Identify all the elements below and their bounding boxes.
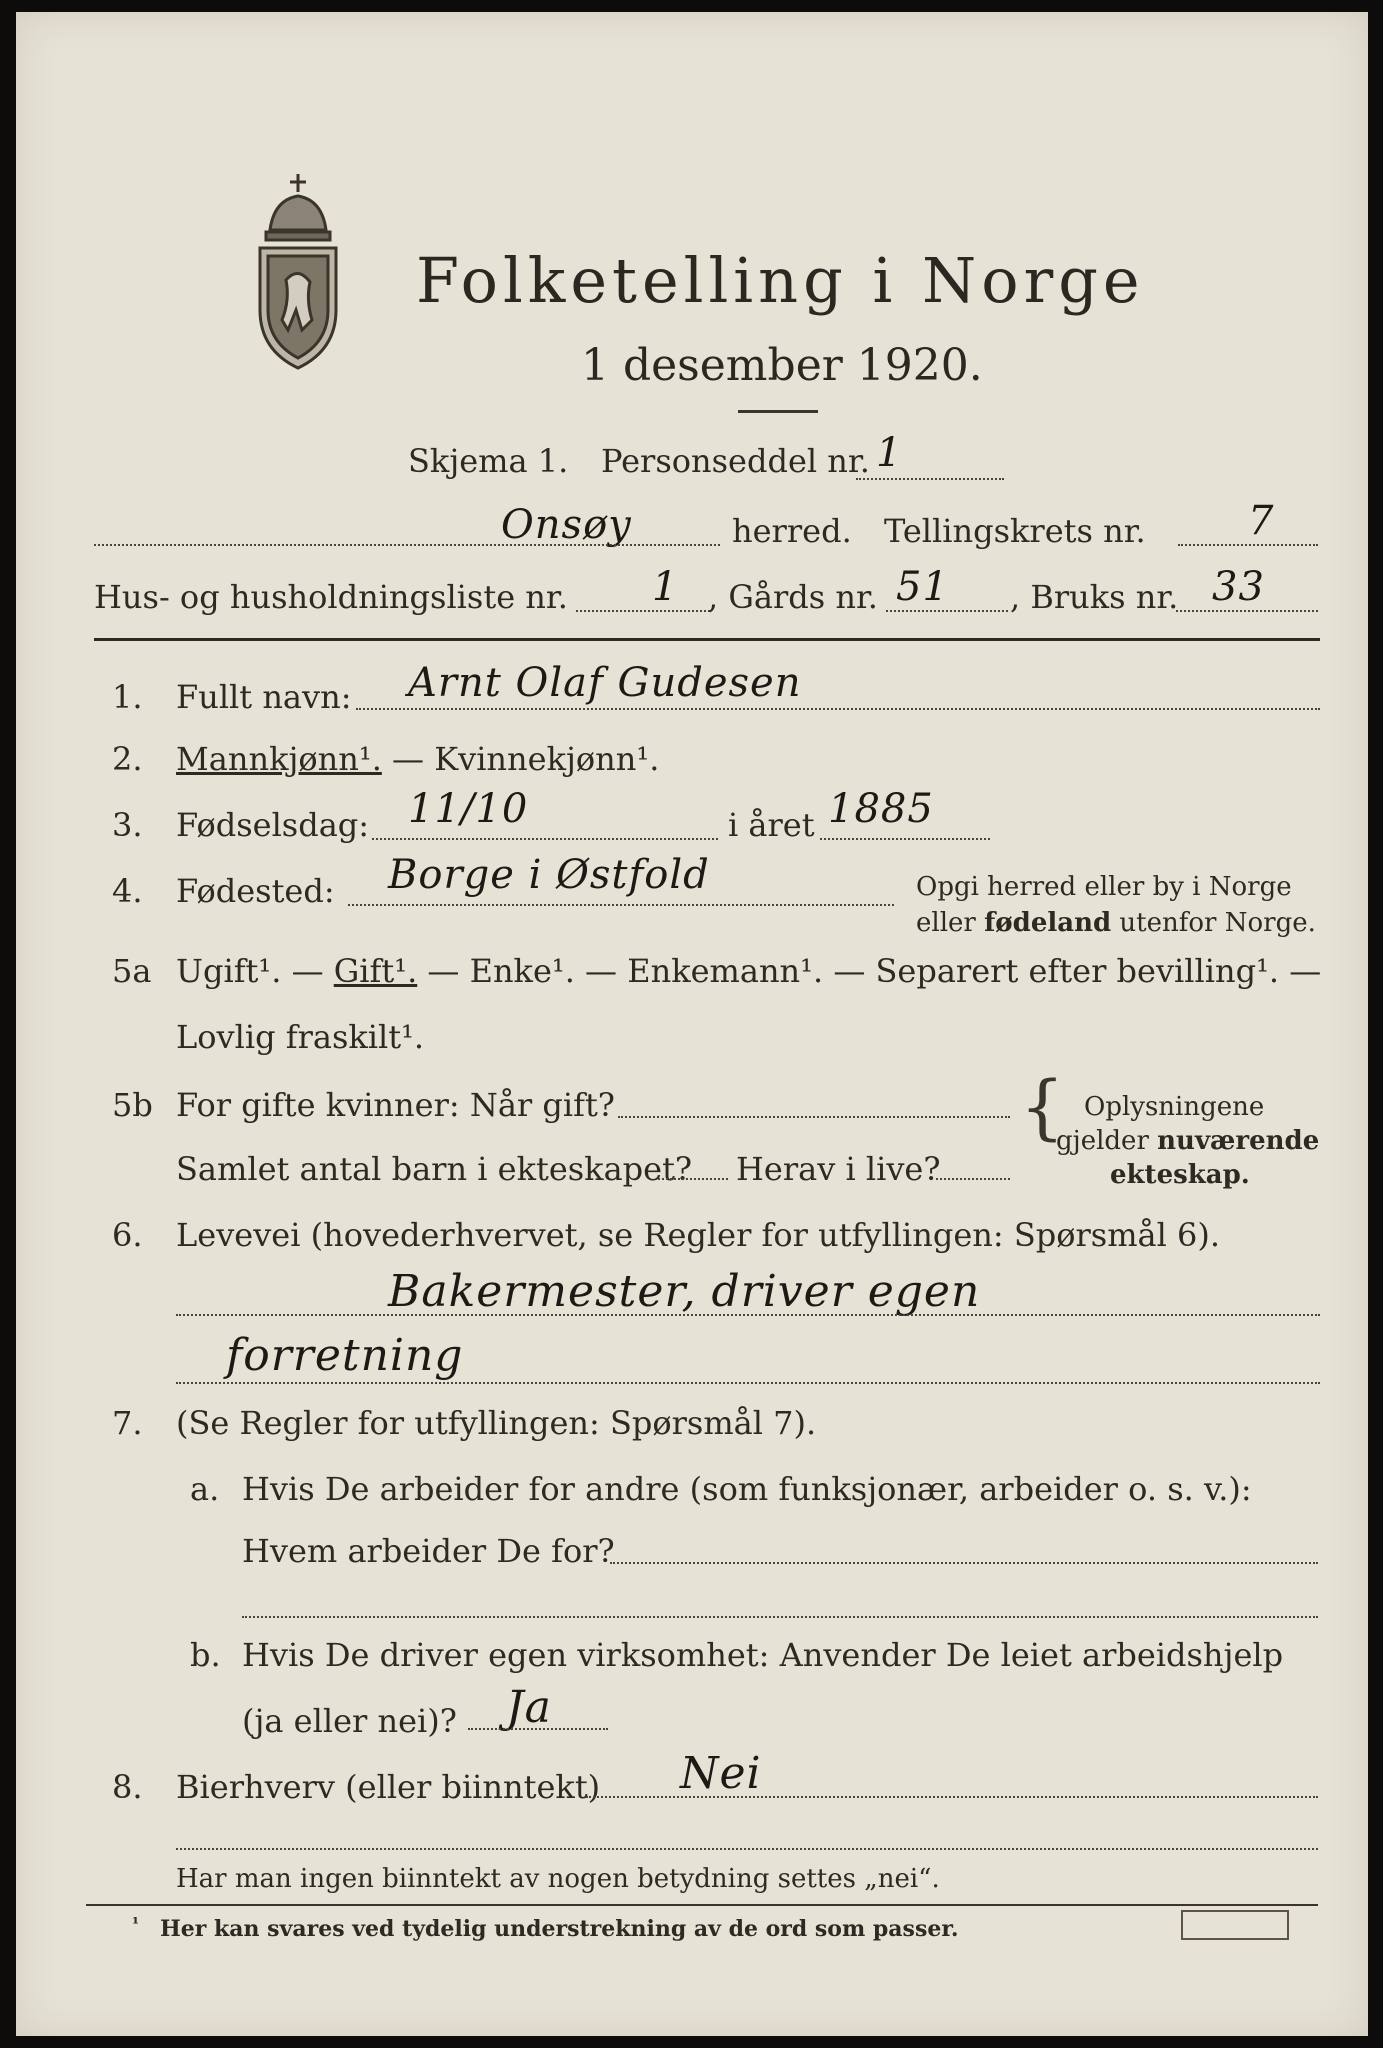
q7b-line1: Hvis De driver egen virksomhet: Anvender De leiet arbeidshjelp bbox=[242, 1636, 1284, 1674]
q5a-number: 5a bbox=[112, 952, 152, 990]
personseddel-line bbox=[856, 478, 1004, 480]
bruks-value: 33 bbox=[1212, 564, 1265, 610]
herred-line bbox=[94, 544, 720, 546]
q5a-line2: Lovlig fraskilt¹. bbox=[176, 1018, 425, 1056]
q2-separator: — bbox=[381, 740, 435, 778]
q7a-line3-dots bbox=[242, 1616, 1318, 1618]
q4-line bbox=[348, 904, 894, 906]
q8-value: Nei bbox=[680, 1748, 762, 1799]
tellingskrets-line bbox=[1178, 544, 1318, 546]
q6-line1 bbox=[176, 1314, 1320, 1316]
q4-note-c: utenfor Norge. bbox=[1111, 908, 1316, 938]
q6-label: Levevei (hovederhvervet, se Regler for utfyllingen: Spørsmål 6). bbox=[176, 1216, 1221, 1254]
q5b-note-2 bbox=[1056, 1126, 1319, 1156]
q5b-line1: For gifte kvinner: Når gift? bbox=[176, 1086, 615, 1124]
q8-number: 8. bbox=[112, 1768, 143, 1806]
q5b-note-2a: gjelder bbox=[1056, 1126, 1158, 1156]
q5b-note-1: Oplysningene bbox=[1084, 1092, 1265, 1122]
footer-note: Har man ingen biinntekt av nogen betydning settes „nei“. bbox=[176, 1864, 940, 1894]
q5b-note-3: ekteskap. bbox=[1110, 1160, 1250, 1190]
q5b-line2b-dots bbox=[936, 1178, 1010, 1180]
gards-value: 51 bbox=[896, 564, 949, 610]
q2-female-option: Kvinnekjønn¹. bbox=[434, 740, 660, 778]
census-form-sheet bbox=[16, 12, 1368, 2036]
q5b-line2a-dots bbox=[658, 1178, 728, 1180]
q5b-line1-dots bbox=[618, 1116, 1010, 1118]
q4-number: 4. bbox=[112, 872, 143, 910]
q5b-line2a: Samlet antal barn i ekteskapet? bbox=[176, 1150, 693, 1188]
q7b-letter: b. bbox=[190, 1636, 221, 1674]
q6-occupation-value-2: forretning bbox=[226, 1330, 464, 1381]
tellingskrets-label: Tellingskrets nr. bbox=[884, 512, 1146, 550]
q5b-line2b: Herav i live? bbox=[736, 1150, 941, 1188]
q1-full-name-value: Arnt Olaf Gudesen bbox=[408, 660, 802, 706]
divider bbox=[738, 410, 818, 413]
q4-note-line2 bbox=[916, 908, 1316, 938]
bruks-label: , Bruks nr. bbox=[1010, 578, 1179, 616]
q7a-line2-dots bbox=[610, 1562, 1318, 1564]
header-rule bbox=[94, 638, 1320, 641]
q5a-status-options bbox=[176, 952, 1321, 990]
q7a-line1: Hvis De arbeider for andre (som funksjonær, arbeider o. s. v.): bbox=[242, 1470, 1252, 1508]
coat-of-arms-icon bbox=[252, 170, 344, 376]
q2-male-option: Mannkjønn¹. bbox=[176, 740, 382, 778]
hus-label: Hus- og husholdningsliste nr. bbox=[94, 578, 568, 616]
q5b-number: 5b bbox=[112, 1086, 153, 1124]
herred-label: herred. bbox=[732, 512, 852, 550]
q7a-line2: Hvem arbeider De for? bbox=[242, 1532, 615, 1570]
q7b-line2: (ja eller nei)? bbox=[242, 1702, 457, 1740]
q5b-note-2b: nuværende bbox=[1157, 1126, 1320, 1156]
personseddel-label: Personseddel nr. bbox=[601, 442, 870, 480]
personseddel-value: 1 bbox=[876, 430, 903, 476]
footnote-text: Her kan svares ved tydelig understrekning av de ord som passer. bbox=[160, 1916, 959, 1942]
hus-value: 1 bbox=[652, 564, 679, 610]
q3-label: Fødselsdag: bbox=[176, 806, 370, 844]
q2-sex-options bbox=[176, 740, 659, 778]
q7b-value: Ja bbox=[506, 1682, 552, 1733]
q8-line1-dots bbox=[586, 1796, 1318, 1798]
q5b-brace: { bbox=[1020, 1066, 1065, 1148]
hus-line bbox=[576, 610, 710, 612]
q5a-gift: Gift¹. bbox=[333, 952, 418, 990]
q7-number: 7. bbox=[112, 1404, 143, 1442]
q3-year-label: i året bbox=[728, 806, 815, 844]
q3-year-value: 1885 bbox=[828, 786, 934, 832]
q6-number: 6. bbox=[112, 1216, 143, 1254]
gards-line bbox=[886, 610, 1008, 612]
tellingskrets-value: 7 bbox=[1248, 498, 1275, 544]
q8-label: Bierhverv (eller biinntekt) bbox=[176, 1768, 601, 1806]
q1-number: 1. bbox=[112, 678, 143, 716]
form-title: Folketelling i Norge bbox=[416, 244, 1145, 317]
footnote-mark: ¹ bbox=[132, 1914, 140, 1933]
q4-note-b: fødeland bbox=[984, 908, 1112, 938]
q4-note-line1: Opgi herred eller by i Norge bbox=[916, 872, 1292, 902]
q5a-rest: — Enke¹. — Enkemann¹. — Separert efter bevilling¹. — bbox=[417, 952, 1322, 990]
form-date: 1 desember 1920. bbox=[581, 340, 983, 391]
bruks-line bbox=[1176, 610, 1318, 612]
q5a-dash: — bbox=[281, 952, 334, 990]
q3-year-line bbox=[820, 838, 990, 840]
q1-line bbox=[356, 708, 1320, 710]
q3-line bbox=[372, 838, 718, 840]
herred-value: Onsøy bbox=[501, 502, 632, 548]
q3-birthday-value: 11/10 bbox=[408, 786, 529, 832]
q6-line2 bbox=[176, 1382, 1320, 1384]
footer-rule bbox=[86, 1904, 1318, 1906]
q4-birthplace-value: Borge i Østfold bbox=[388, 852, 710, 898]
q5a-ugift: Ugift¹. bbox=[176, 952, 282, 990]
q7a-letter: a. bbox=[190, 1470, 220, 1508]
schema-label: Skjema 1. bbox=[408, 442, 569, 480]
q1-label: Fullt navn: bbox=[176, 678, 352, 716]
gards-label: , Gårds nr. bbox=[708, 578, 878, 616]
q7b-line2-dots bbox=[468, 1728, 608, 1730]
q8-line2-dots bbox=[176, 1848, 1318, 1850]
q7-label: (Se Regler for utfyllingen: Spørsmål 7). bbox=[176, 1404, 817, 1442]
q2-number: 2. bbox=[112, 740, 143, 778]
q3-number: 3. bbox=[112, 806, 143, 844]
q6-occupation-value-1: Bakermester, driver egen bbox=[388, 1266, 981, 1317]
q4-note-a: eller bbox=[916, 908, 985, 938]
q4-label: Fødested: bbox=[176, 872, 335, 910]
printer-stamp bbox=[1181, 1910, 1289, 1940]
